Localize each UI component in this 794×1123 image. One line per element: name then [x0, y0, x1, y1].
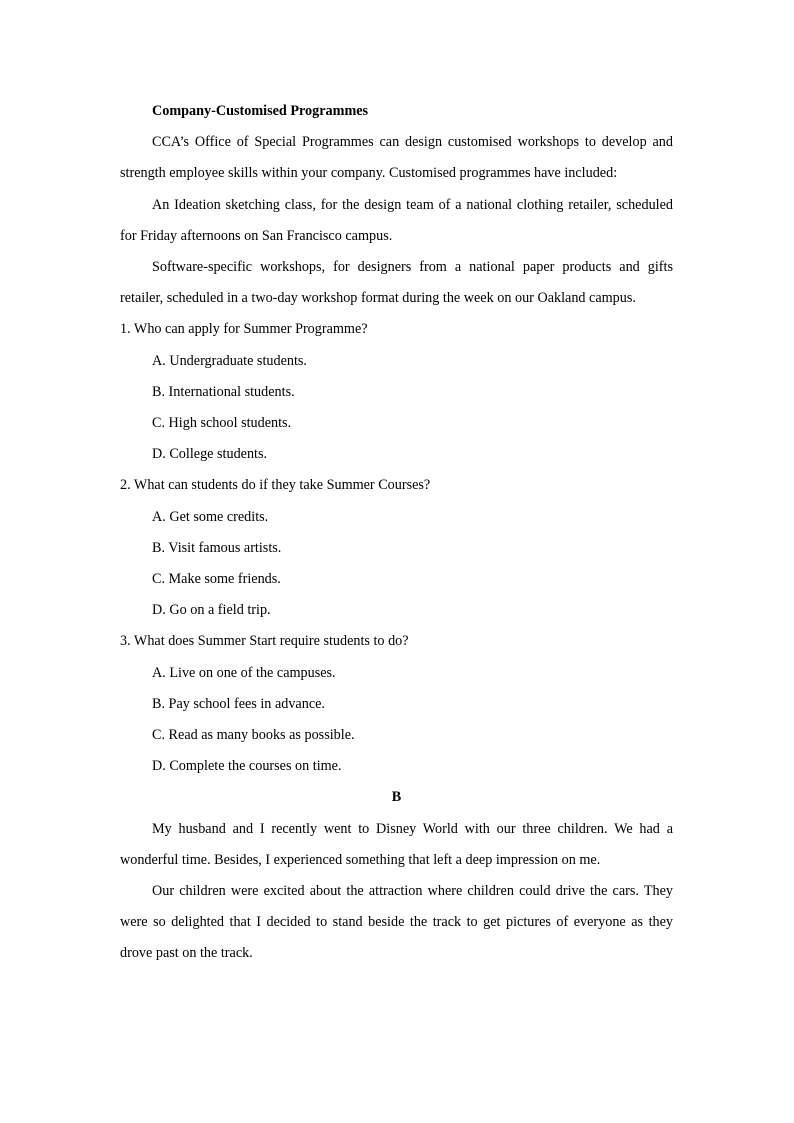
section-b-heading: B: [391, 789, 402, 806]
answer-options: [120, 502, 673, 627]
answer-option: C. High school students.: [152, 415, 292, 432]
question-stem: 2. What can students do if they take Summer Courses?: [120, 477, 431, 494]
programme-paragraph: CCA’s Office of Special Programmes can design customised workshops to develop and strength employee skills within your company. Customised programmes have included:: [120, 134, 673, 182]
answer-option: B. Visit famous artists.: [152, 539, 282, 556]
question-1: [120, 314, 673, 470]
programme-paragraph: An Ideation sketching class, for the design team of a national clothing retailer, scheduled for Friday afternoons on San Francisco campus.: [120, 196, 673, 244]
answer-option: A. Undergraduate students.: [152, 352, 307, 369]
answer-option: C. Make some friends.: [152, 571, 281, 588]
answer-option: A. Get some credits.: [152, 508, 269, 525]
answer-option: B. Pay school fees in advance.: [152, 695, 325, 712]
question-2: [120, 470, 673, 626]
answer-option: B. International students.: [152, 383, 295, 400]
story-paragraph: My husband and I recently went to Disney World with our three children. We had a wonderful time. Besides, I experienced something that left a deep impression on me.: [120, 820, 673, 868]
document-page: [120, 96, 673, 970]
programme-paragraph: Software-specific workshops, for designers from a national paper products and gifts retailer, scheduled in a two-day workshop format during the week on our Oakland campus.: [120, 259, 673, 307]
question-stem: 3. What does Summer Start require students to do?: [120, 633, 409, 650]
story-paragraph: Our children were excited about the attraction where children could drive the cars. They were so delighted that I decided to stand beside the track to get pictures of everyone as they drove past on the track.: [120, 883, 673, 962]
question-3: [120, 626, 673, 782]
answer-option: D. Go on a field trip.: [152, 602, 271, 619]
answer-options: [120, 658, 673, 783]
answer-option: D. Complete the courses on time.: [152, 758, 342, 775]
answer-option: D. College students.: [152, 446, 268, 463]
answer-option: C. Read as many books as possible.: [152, 727, 355, 744]
answer-options: [120, 346, 673, 471]
answer-option: A. Live on one of the campuses.: [152, 664, 336, 681]
question-stem: 1. Who can apply for Summer Programme?: [120, 321, 368, 338]
programme-heading: Company-Customised Programmes: [152, 103, 369, 119]
